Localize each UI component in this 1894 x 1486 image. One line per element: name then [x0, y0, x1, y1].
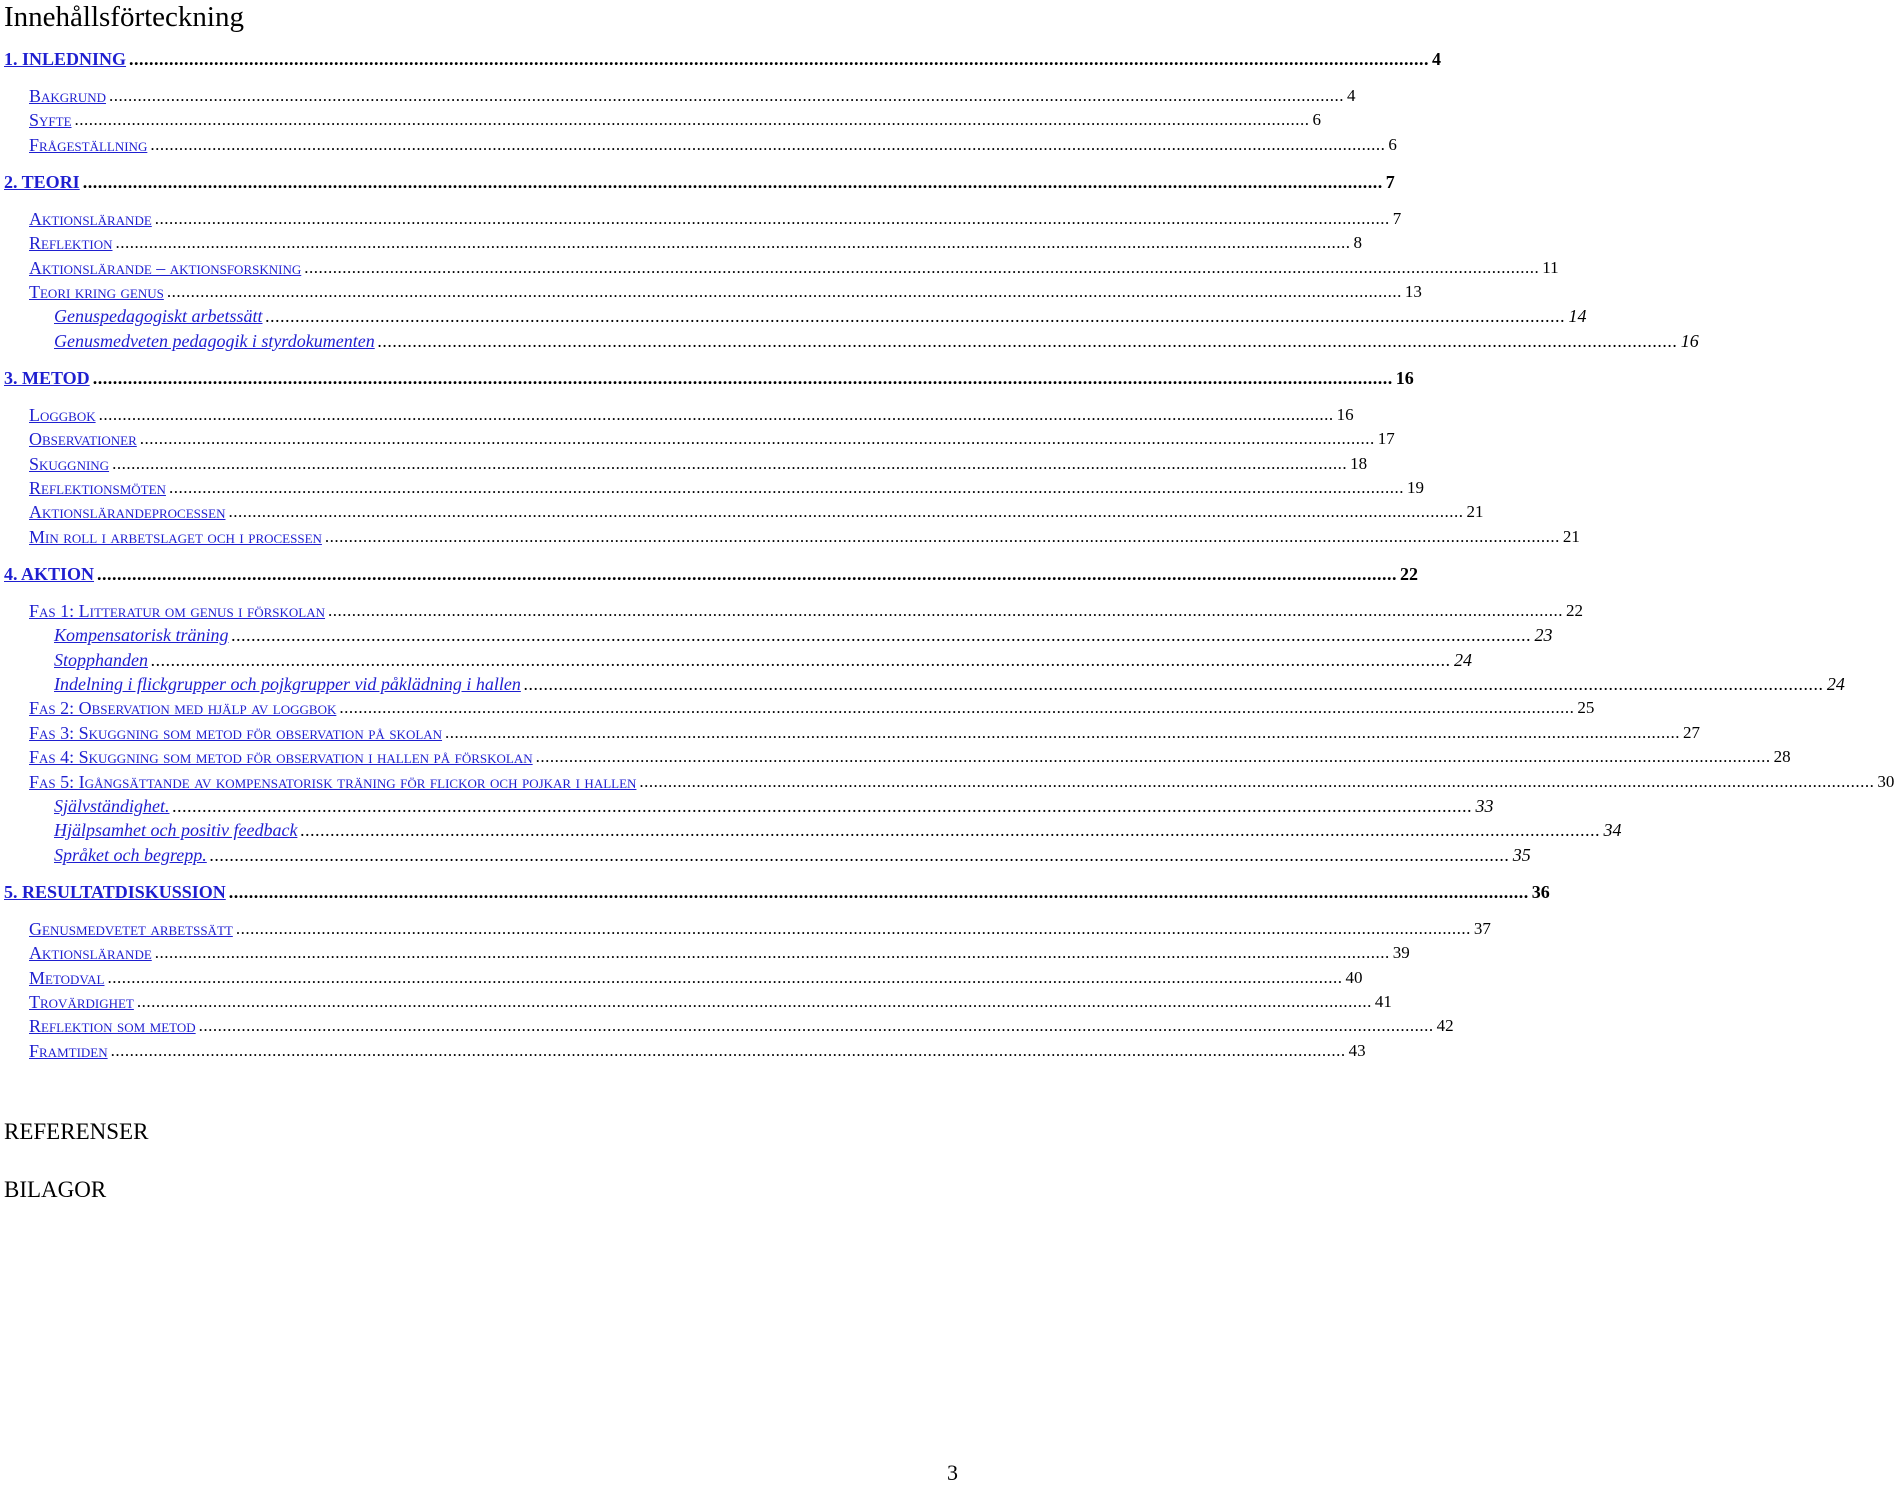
toc-entry-page: 19 — [1406, 478, 1424, 497]
toc-entry[interactable] — [54, 792, 1494, 816]
toc-entry-link[interactable]: Fas 2: Observation med hjälp av loggbok — [29, 698, 337, 719]
toc-entry-link[interactable]: Observationer — [29, 429, 137, 450]
toc-entry[interactable] — [29, 915, 1491, 939]
toc-entry-page: 8 — [1353, 233, 1362, 253]
toc-entry-link[interactable]: Teori kring genus — [29, 282, 164, 302]
toc-entry[interactable] — [54, 302, 1587, 327]
toc-leader-dots: .................................................................................................................................................................................................................................................................... — [265, 306, 1566, 327]
toc-entry[interactable] — [29, 450, 1368, 474]
toc-entry[interactable] — [29, 988, 1392, 1012]
toc-entry-page: 16 — [1395, 367, 1414, 388]
toc-entry-link[interactable]: Genuspedagogiskt arbetssätt — [54, 306, 263, 327]
toc-entry-link[interactable]: Aktionslärande – aktionsforskning — [29, 257, 302, 278]
toc-entry-page: 7 — [1392, 208, 1402, 228]
toc-entry-link[interactable]: Reflektion som metod — [29, 1016, 196, 1037]
toc-entry-page: 34 — [1603, 820, 1622, 841]
page-number: 3 — [947, 1460, 958, 1485]
toc-leader-dots: .................................................................................................................................................................................................................................................................... — [235, 918, 1471, 938]
toc-entry-page: 22 — [1400, 563, 1419, 584]
toc-entry[interactable] — [29, 768, 1894, 792]
toc-leader-dots: .................................................................................................................................................................................................................................................................... — [168, 478, 1404, 497]
toc-leader-dots: .................................................................................................................................................................................................................................................................... — [198, 1016, 1434, 1036]
toc-leader-dots: .................................................................................................................................................................................................................................................................... — [110, 1040, 1346, 1060]
toc-entry[interactable] — [29, 498, 1484, 523]
toc-leader-dots: .................................................................................................................................................................................................................................................................... — [328, 600, 1564, 620]
toc-entry-link[interactable]: Fas 5: Igångsättande av kompensatorisk träning för flickor och pojkar i hallen — [29, 771, 637, 792]
toc-leader-dots: .................................................................................................................................................................................................................................................................... — [300, 820, 1601, 841]
toc-entry[interactable] — [29, 425, 1395, 450]
toc-entry-page: 24 — [1454, 649, 1472, 670]
toc-entry[interactable] — [29, 106, 1322, 131]
toc-entry-link[interactable]: Syfte — [29, 110, 72, 131]
toc-entry[interactable] — [29, 939, 1410, 964]
toc-entry-page: 35 — [1512, 844, 1531, 865]
toc-entry-page: 25 — [1577, 698, 1595, 718]
toc-leader-dots: .................................................................................................................................................................................................................................................................... — [92, 367, 1393, 388]
toc-leader-dots: .................................................................................................................................................................................................................................................................... — [535, 747, 1771, 767]
toc-leader-dots: .................................................................................................................................................................................................................................................................... — [139, 429, 1375, 449]
toc-entry-page: 16 — [1336, 404, 1354, 424]
toc-entry-page: 27 — [1683, 722, 1701, 742]
toc-entry-page: 13 — [1404, 282, 1422, 301]
toc-leader-dots: .................................................................................................................................................................................................................................................................... — [228, 502, 1464, 522]
toc-entry-link[interactable]: Språket och begrepp. — [54, 844, 207, 865]
toc-entry-page: 21 — [1562, 526, 1580, 546]
toc-entry[interactable] — [4, 560, 1419, 584]
toc-leader-dots: .................................................................................................................................................................................................................................................................... — [98, 404, 1334, 424]
toc-entry-page: 16 — [1680, 330, 1699, 351]
toc-entry-link[interactable]: Bakgrund — [29, 86, 107, 106]
toc-entry-page: 22 — [1566, 600, 1584, 620]
toc-entry[interactable] — [54, 816, 1622, 841]
toc-leader-dots: .................................................................................................................................................................................................................................................................... — [115, 233, 1351, 253]
toc-entry-link[interactable]: 1. INLEDNING — [4, 49, 127, 69]
toc-entry-link[interactable]: Genusmedveten pedagogik i styrdokumenten — [54, 330, 375, 351]
toc-entry-link[interactable]: Metodval — [29, 967, 105, 988]
toc-leader-dots: .................................................................................................................................................................................................................................................................... — [209, 844, 1510, 865]
toc-entry-link[interactable]: Stopphanden — [54, 649, 148, 670]
toc-entry-page: 23 — [1534, 625, 1553, 646]
toc-entry[interactable] — [4, 364, 1414, 388]
toc-entry-page: 14 — [1568, 306, 1587, 327]
toc-entry-page: 17 — [1377, 429, 1395, 449]
appendices-heading: BILAGOR — [4, 1177, 107, 1202]
toc-entry[interactable] — [54, 841, 1531, 865]
toc-entry-link[interactable]: Reflektion — [29, 233, 113, 254]
toc-leader-dots: .................................................................................................................................................................................................................................................................... — [154, 943, 1390, 963]
toc-entry[interactable] — [54, 327, 1699, 351]
toc-entry[interactable] — [29, 1012, 1454, 1037]
toc-entry[interactable] — [29, 205, 1402, 229]
toc-leader-dots: .................................................................................................................................................................................................................................................................... — [129, 49, 1430, 69]
toc-entry-link[interactable]: 5. RESULTATDISKUSSION — [4, 881, 226, 902]
toc-entry-page: 43 — [1348, 1040, 1366, 1060]
toc-entry-link[interactable]: Framtiden — [29, 1040, 108, 1061]
toc-title: Innehållsförteckning — [4, 1, 244, 33]
toc-entry-link[interactable]: Loggbok — [29, 404, 96, 425]
toc-entry-link[interactable]: Aktionslärande — [29, 943, 152, 964]
toc-entry-page: 39 — [1392, 943, 1410, 963]
toc-entry[interactable] — [29, 229, 1362, 254]
toc-entry-link[interactable]: 3. METOD — [4, 367, 90, 388]
toc-leader-dots: .................................................................................................................................................................................................................................................................... — [377, 330, 1678, 351]
toc-entry-page: 42 — [1436, 1016, 1454, 1036]
toc-entry[interactable] — [29, 401, 1354, 425]
toc-leader-dots: .................................................................................................................................................................................................................................................................... — [445, 722, 1681, 742]
toc-leader-dots: .................................................................................................................................................................................................................................................................... — [324, 526, 1560, 546]
toc-entry-link[interactable]: Hjälpsamhet och positiv feedback — [54, 820, 298, 841]
toc-entry[interactable] — [29, 597, 1584, 621]
toc-leader-dots: .................................................................................................................................................................................................................................................................... — [639, 771, 1875, 791]
toc-entry[interactable] — [29, 131, 1397, 155]
toc-leader-dots: .................................................................................................................................................................................................................................................................... — [136, 992, 1372, 1011]
toc-entry[interactable] — [4, 45, 1442, 69]
toc-entry-page: 28 — [1773, 747, 1791, 767]
toc-entry[interactable] — [29, 964, 1363, 988]
toc-leader-dots: .................................................................................................................................................................................................................................................................... — [231, 625, 1532, 646]
toc-entry-link[interactable]: Indelning i flickgrupper och pojkgrupper vid påklädning i hallen — [54, 674, 521, 694]
toc-entry-link[interactable]: Aktionslärandeprocessen — [29, 502, 226, 523]
toc-entry-page: 30 — [1877, 771, 1894, 791]
toc-leader-dots: .................................................................................................................................................................................................................................................................... — [97, 563, 1398, 584]
toc-leader-dots: .................................................................................................................................................................................................................................................................... — [154, 208, 1390, 228]
toc-entry[interactable] — [54, 621, 1553, 646]
toc-entry-link[interactable]: Fas 1: Litteratur om genus i förskolan — [29, 600, 326, 621]
toc-entry-page: 33 — [1475, 796, 1494, 816]
toc-entry-link[interactable]: Trovärdighet — [29, 992, 134, 1012]
toc-entry[interactable] — [4, 878, 1550, 902]
toc-entry-link[interactable]: Min roll i arbetslaget och i processen — [29, 526, 322, 547]
toc-entry[interactable] — [54, 646, 1472, 670]
toc-entry-page: 21 — [1466, 502, 1484, 522]
toc-entry-link[interactable]: Kompensatorisk träning — [54, 625, 229, 646]
toc-entry-page: 37 — [1473, 918, 1491, 938]
toc-entry[interactable] — [29, 254, 1559, 278]
toc-leader-dots: .................................................................................................................................................................................................................................................................... — [304, 257, 1540, 277]
toc-entry-link[interactable]: 4. AKTION — [4, 563, 95, 584]
toc-entry-link[interactable]: Självständighet. — [54, 796, 170, 816]
toc-entry[interactable] — [29, 474, 1424, 498]
toc-entry-link[interactable]: Aktionslärande — [29, 208, 152, 229]
toc-leader-dots: .................................................................................................................................................................................................................................................................... — [151, 649, 1451, 670]
toc-entry-page: 41 — [1374, 992, 1392, 1011]
toc-entry[interactable] — [29, 743, 1791, 768]
toc-entry-page: 4 — [1347, 86, 1356, 105]
toc-leader-dots: .................................................................................................................................................................................................................................................................... — [166, 282, 1402, 301]
toc-entry[interactable] — [29, 719, 1701, 743]
toc-entry[interactable] — [29, 523, 1580, 547]
toc-leader-dots: .................................................................................................................................................................................................................................................................... — [107, 967, 1343, 987]
toc-entry[interactable] — [29, 278, 1422, 302]
toc-entry[interactable] — [29, 82, 1356, 106]
toc-entry[interactable] — [4, 168, 1395, 192]
toc-entry-page: 7 — [1385, 171, 1395, 192]
toc-leader-dots: .................................................................................................................................................................................................................................................................... — [112, 453, 1348, 473]
toc-entry-page: 18 — [1350, 453, 1368, 473]
toc-entry-page: 36 — [1531, 881, 1550, 902]
toc-entry[interactable] — [29, 1037, 1366, 1061]
toc-entry-page: 6 — [1388, 134, 1397, 154]
toc-entry-link[interactable]: Skuggning — [29, 453, 110, 474]
toc-entry[interactable] — [54, 670, 1845, 694]
toc-entry-link[interactable]: Fas 3: Skuggning som metod för observation på skolan — [29, 722, 443, 743]
toc-leader-dots: .................................................................................................................................................................................................................................................................... — [74, 110, 1310, 130]
toc-leader-dots: .................................................................................................................................................................................................................................................................... — [109, 86, 1345, 105]
toc-entry-page: 24 — [1826, 674, 1845, 694]
toc-leader-dots: .................................................................................................................................................................................................................................................................... — [339, 698, 1575, 718]
toc-entry-page: 6 — [1312, 110, 1322, 130]
toc-entry[interactable] — [29, 694, 1595, 719]
toc-entry-link[interactable]: Fas 4: Skuggning som metod för observation i hallen på förskolan — [29, 747, 533, 768]
toc-leader-dots: .................................................................................................................................................................................................................................................................... — [82, 171, 1383, 192]
toc-leader-dots: .................................................................................................................................................................................................................................................................... — [150, 134, 1386, 154]
toc-leader-dots: .................................................................................................................................................................................................................................................................... — [228, 881, 1529, 902]
references-heading: REFERENSER — [4, 1119, 149, 1144]
toc-entry-link[interactable]: Genusmedvetet arbetssätt — [29, 918, 233, 939]
toc-entry-link[interactable]: 2. TEORI — [4, 171, 80, 192]
toc-entry-link[interactable]: Reflektionsmöten — [29, 478, 166, 498]
toc-leader-dots: .................................................................................................................................................................................................................................................................... — [523, 674, 1824, 694]
toc-leader-dots: .................................................................................................................................................................................................................................................................... — [172, 796, 1473, 816]
toc-entry-page: 40 — [1345, 967, 1363, 987]
toc-entry-page: 4 — [1432, 49, 1442, 69]
toc-entry-link[interactable]: Frågeställning — [29, 134, 148, 155]
toc-entry-page: 11 — [1542, 257, 1559, 277]
